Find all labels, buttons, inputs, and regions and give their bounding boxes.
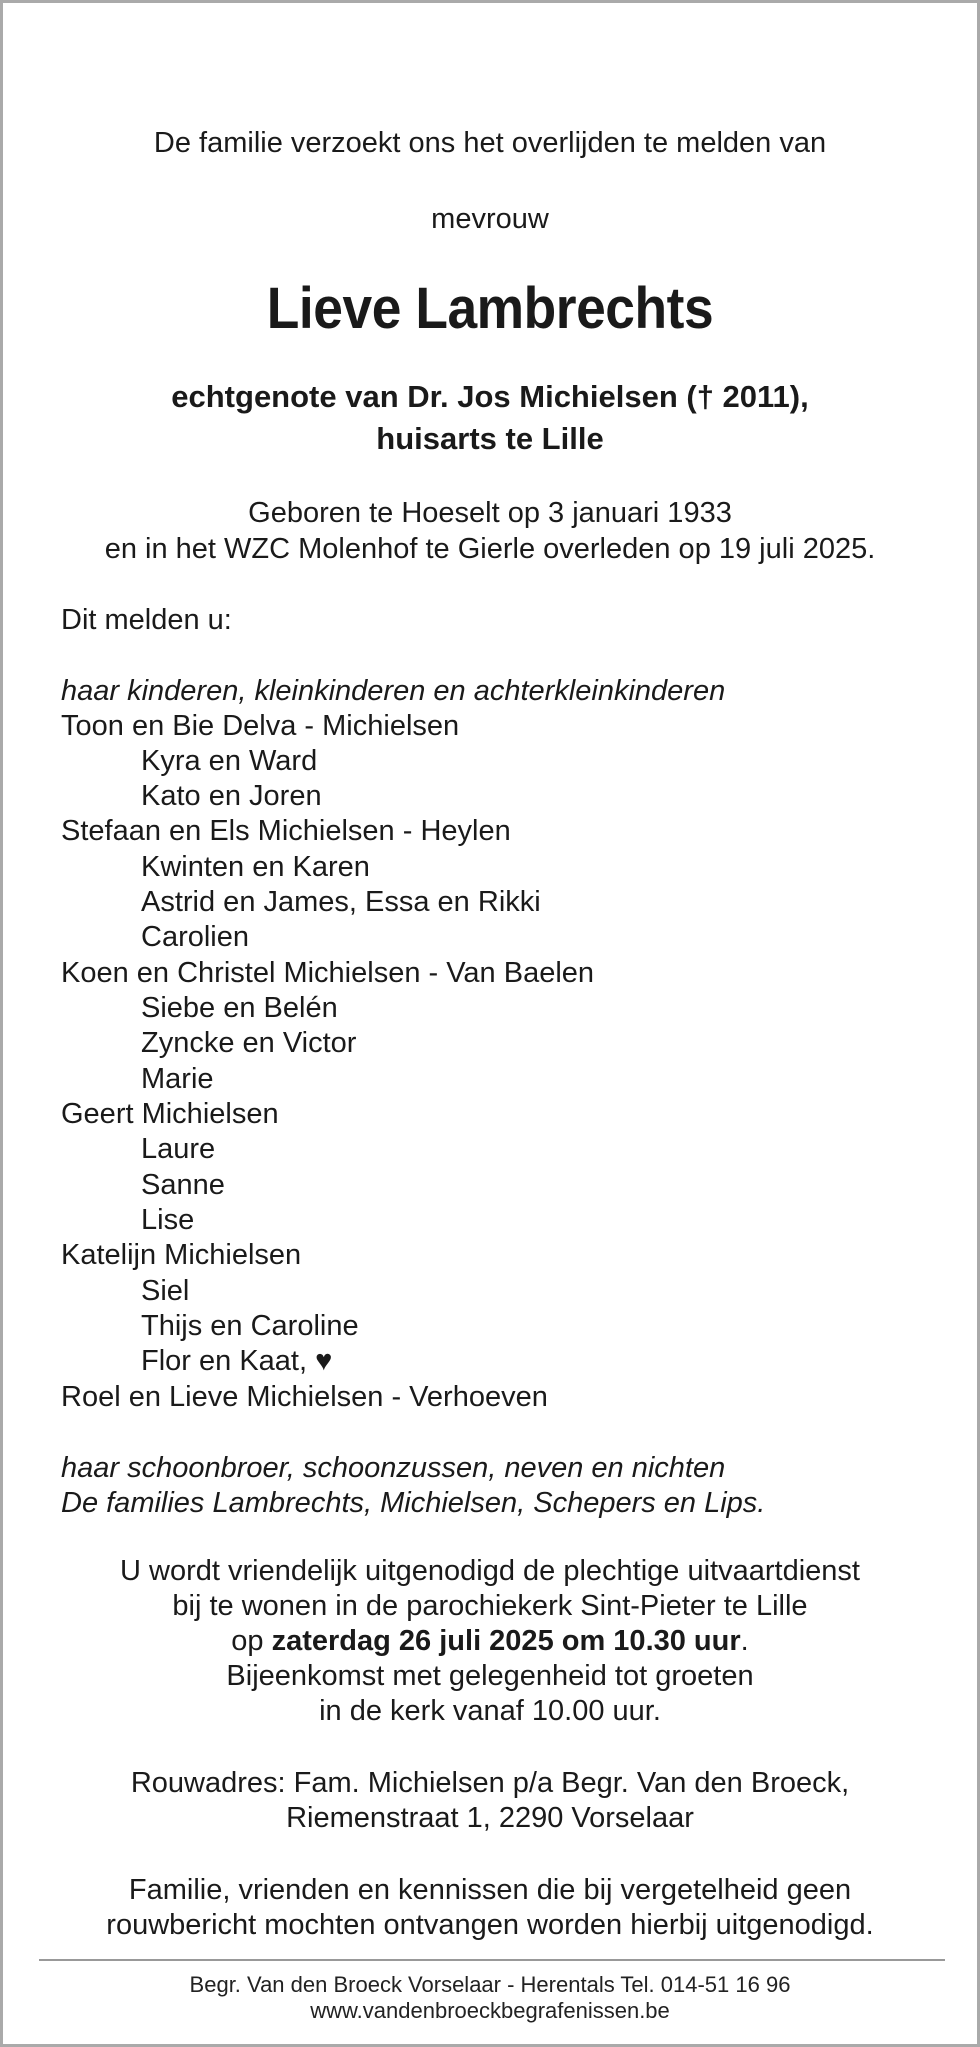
announce-text: Dit melden u: — [61, 604, 232, 636]
family-member: Kyra en Ward — [141, 745, 318, 777]
family-member: Geert Michielsen — [61, 1098, 279, 1130]
service-line-2: bij te wonen in de parochiekerk Sint-Pieter te Lille — [172, 1590, 808, 1622]
spouse-line-1: echtgenote van Dr. Jos Michielsen († 2011), — [171, 379, 809, 414]
service-date-suffix: . — [740, 1625, 749, 1657]
service-line-1: U wordt vriendelijk uitgenodigd de plechtige uitvaartdienst — [120, 1555, 860, 1587]
service-line-3 — [3, 1625, 977, 1658]
service-date: zaterdag 26 juli 2025 om 10.30 uur — [271, 1625, 741, 1657]
family-member: Marie — [141, 1063, 214, 1095]
address-line-2: Riemenstraat 1, 2290 Vorselaar — [286, 1802, 694, 1834]
invite-line-2: rouwbericht mochten ontvangen worden hierbij uitgenodigd. — [106, 1909, 874, 1941]
family-member: Zyncke en Victor — [141, 1027, 357, 1059]
family-member: Roel en Lieve Michielsen - Verhoeven — [61, 1381, 548, 1413]
footer-line-1: Begr. Van den Broeck Vorselaar - Herentals Tel. 014-51 16 96 — [189, 1972, 791, 1997]
family-member: Koen en Christel Michielsen - Van Baelen — [61, 957, 595, 989]
family-member: Astrid en James, Essa en Rikki — [141, 886, 541, 918]
family-member: Kato en Joren — [141, 780, 322, 812]
deceased-name: Lieve Lambrechts — [266, 276, 714, 341]
family-heading: haar kinderen, kleinkinderen en achterkleinkinderen — [61, 675, 726, 707]
family-member: Sanne — [141, 1169, 225, 1201]
title-word: mevrouw — [431, 203, 549, 235]
spouse-line-2: huisarts te Lille — [376, 421, 604, 456]
family-member: Flor en Kaat, ♥ — [141, 1345, 333, 1377]
family-member: Thijs en Caroline — [141, 1310, 359, 1342]
family-member: Toon en Bie Delva - Michielsen — [61, 710, 460, 742]
family-member: Kwinten en Karen — [141, 851, 370, 883]
relatives-line-1: haar schoonbroer, schoonzussen, neven en nichten — [61, 1452, 726, 1484]
service-date-prefix: op — [231, 1625, 272, 1657]
invite-line-1: Familie, vrienden en kennissen die bij vergetelheid geen — [128, 1874, 852, 1906]
family-member: Katelijn Michielsen — [61, 1239, 302, 1271]
family-member: Lise — [141, 1204, 195, 1236]
family-member: Siebe en Belén — [141, 992, 338, 1024]
intro-text: De familie verzoekt ons het overlijden te melden van — [153, 127, 827, 159]
birth-line: Geboren te Hoeselt op 3 januari 1933 — [248, 497, 732, 529]
family-member: Stefaan en Els Michielsen - Heylen — [61, 815, 511, 847]
family-member: Carolien — [141, 921, 249, 953]
footer-website-link[interactable]: www.vandenbroeckbegrafenissen.be — [310, 1998, 670, 2023]
service-line-5: in de kerk vanaf 10.00 uur. — [319, 1695, 661, 1727]
service-line-4: Bijeenkomst met gelegenheid tot groeten — [226, 1660, 754, 1692]
death-line: en in het WZC Molenhof te Gierle overleden op 19 juli 2025. — [104, 533, 876, 565]
relatives-line-2: De families Lambrechts, Michielsen, Schepers en Lips. — [61, 1487, 766, 1519]
family-member: Siel — [141, 1275, 190, 1307]
family-member: Laure — [141, 1133, 216, 1165]
address-line-1: Rouwadres: Fam. Michielsen p/a Begr. Van den Broeck, — [130, 1767, 850, 1799]
footer-divider — [39, 1959, 945, 1961]
